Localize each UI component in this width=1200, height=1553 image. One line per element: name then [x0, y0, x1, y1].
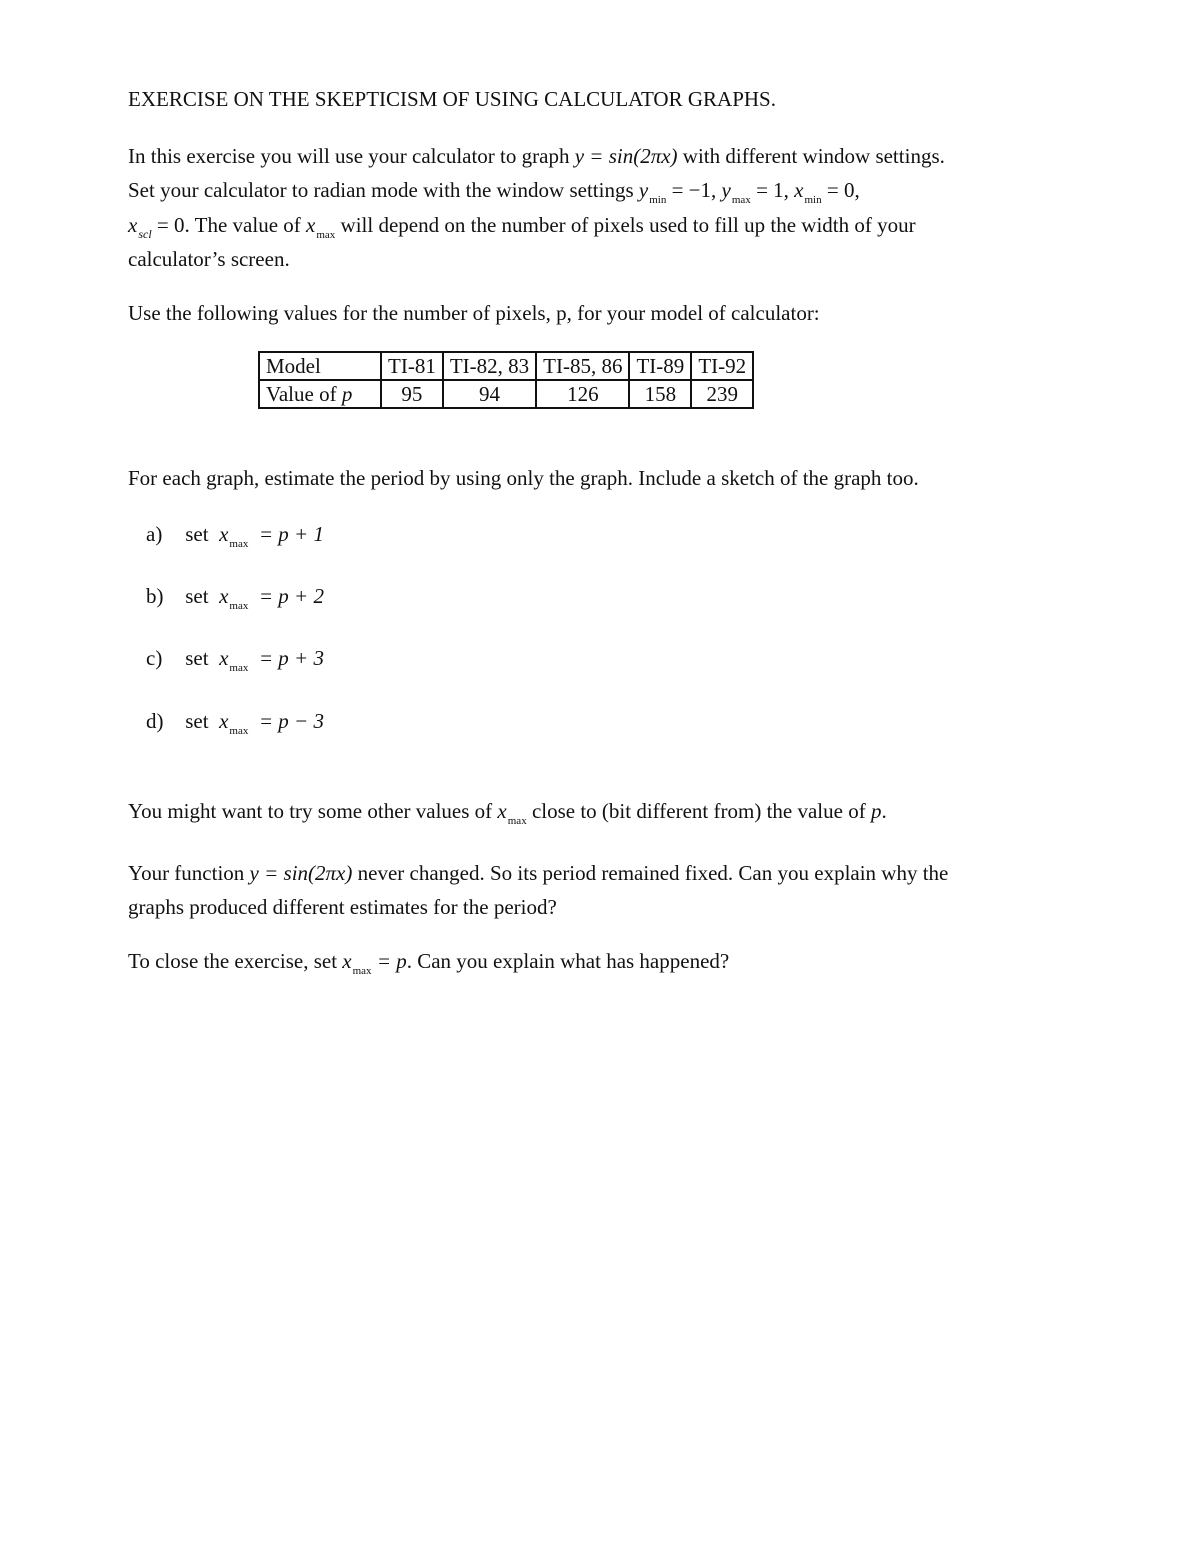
xmax-subscript: max [229, 538, 249, 550]
intro-text: with different window settings. [682, 144, 945, 168]
paragraph-text: . Can you explain what has happened? [406, 949, 730, 973]
paragraph-text: never changed. So its period remained fixed. Can you explain why the [357, 861, 949, 885]
table-header-model: Model [259, 352, 381, 380]
xmax-variable: x [219, 709, 229, 733]
list-item [146, 708, 324, 738]
function-paragraph-line-1 [128, 860, 948, 886]
item-label: c) [146, 646, 163, 670]
ymin-subscript: min [649, 194, 667, 206]
list-item [146, 521, 324, 551]
intro-text: In this exercise you will use your calculator to graph [128, 144, 570, 168]
xmax-variable: x [306, 213, 316, 237]
function-expression: y = sin(2πx) [574, 144, 678, 168]
function-expression: y = sin(2πx) [249, 861, 353, 885]
item-expression: = p + 2 [258, 584, 324, 608]
table-row [259, 380, 753, 408]
table-row [259, 352, 753, 380]
xmin-variable: x [794, 178, 804, 202]
list-item [146, 645, 324, 675]
ymax-variable: y [721, 178, 731, 202]
xscl-subscript: scl [138, 227, 152, 241]
function-paragraph-line-2: graphs produced different estimates for the period? [128, 895, 557, 919]
item-expression: = p + 3 [258, 646, 324, 670]
table-cell-value: 126 [536, 380, 629, 408]
item-set-word: set [185, 522, 209, 546]
xmax-variable: x [497, 799, 507, 823]
ymax-value: = 1, [756, 178, 789, 202]
table-header-value [259, 380, 381, 408]
paragraph-text: To close the exercise, set [128, 949, 338, 973]
item-set-word: set [185, 584, 209, 608]
intro-text: . The value of [184, 213, 301, 237]
page-title: EXERCISE ON THE SKEPTICISM OF USING CALCULATOR GRAPHS. [128, 87, 776, 111]
table-cell-model: TI-92 [691, 352, 753, 380]
item-label: d) [146, 709, 164, 733]
calculator-pixel-table [258, 351, 754, 409]
table-cell-value: 94 [443, 380, 536, 408]
ymax-subscript: max [731, 194, 751, 206]
xmin-subscript: min [804, 194, 822, 206]
paragraph-text: . [881, 799, 887, 823]
xmax-variable: x [342, 949, 352, 973]
xmax-subscript: max [229, 725, 249, 737]
value-of-label: Value of [266, 382, 337, 406]
table-cell-model: TI-81 [381, 352, 443, 380]
intro-text: Set your calculator to radian mode with the window settings [128, 178, 634, 202]
xmax-subscript: max [229, 600, 249, 612]
closing-equation: = p [376, 949, 407, 973]
xmax-subscript: max [352, 965, 372, 977]
ymin-value: = −1, [671, 178, 717, 202]
item-expression: = p + 1 [258, 522, 324, 546]
instruction: For each graph, estimate the period by using only the graph. Include a sketch of the graph too. [128, 466, 919, 490]
intro-text: will depend on the number of pixels used to fill up the width of your [340, 213, 916, 237]
list-item [146, 583, 324, 613]
table-cell-value: 239 [691, 380, 753, 408]
intro-line-4: calculator’s screen. [128, 247, 290, 271]
table-cell-model: TI-82, 83 [443, 352, 536, 380]
xscl-value: = 0 [156, 213, 185, 237]
xmin-value: = 0, [826, 178, 860, 202]
intro-line-1 [128, 143, 945, 169]
xmax-subscript: max [229, 662, 249, 674]
table-cell-model: TI-85, 86 [536, 352, 629, 380]
p-variable: p [341, 382, 353, 406]
item-label: b) [146, 584, 164, 608]
table-cell-value: 158 [629, 380, 691, 408]
pixels-intro: Use the following values for the number of pixels, p, for your model of calculator: [128, 301, 820, 325]
xscl-variable: x [128, 213, 138, 237]
try-other-values [128, 798, 887, 828]
item-expression: = p − 3 [258, 709, 324, 733]
ymin-variable: y [638, 178, 649, 202]
paragraph-text: Your function [128, 861, 245, 885]
p-variable: p [870, 799, 882, 823]
item-label: a) [146, 522, 163, 546]
intro-line-2 [128, 177, 860, 207]
table-cell-model: TI-89 [629, 352, 691, 380]
item-set-word: set [185, 709, 209, 733]
intro-line-3 [128, 212, 916, 242]
xmax-subscript: max [507, 815, 527, 827]
xmax-variable: x [219, 522, 229, 546]
xmax-variable: x [219, 646, 229, 670]
closing-paragraph [128, 948, 729, 978]
paragraph-text: You might want to try some other values of [128, 799, 493, 823]
paragraph-text: close to (bit different from) the value of [531, 799, 866, 823]
item-set-word: set [185, 646, 209, 670]
xmax-variable: x [219, 584, 229, 608]
table-cell-value: 95 [381, 380, 443, 408]
xmax-subscript: max [316, 229, 336, 241]
